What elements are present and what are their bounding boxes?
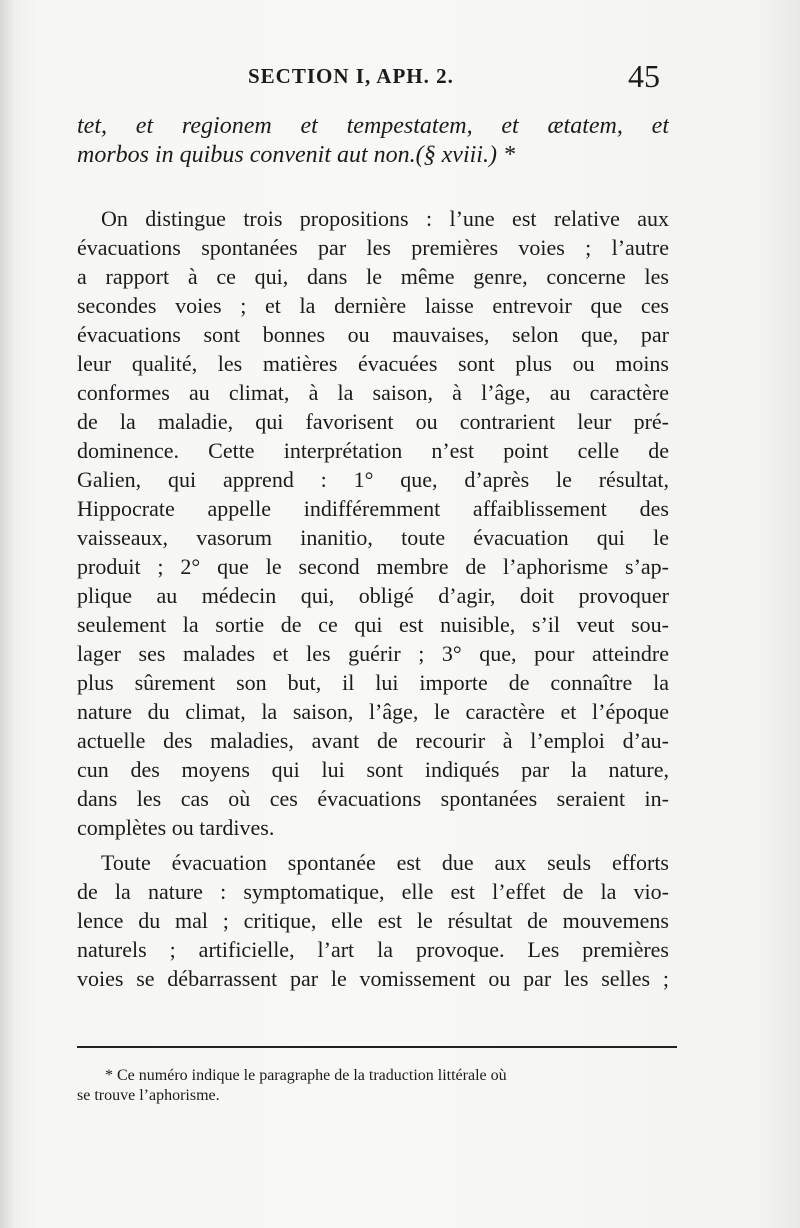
paragraph-2 [77, 848, 669, 993]
text-line: Hippocrate appelle indifféremment affaiblissement des [77, 496, 669, 521]
text-line: nature du climat, la saison, l’âge, le caractère et l’époque [77, 699, 669, 724]
text-line: voies se débarrassent par le vomissement ou par les selles ; [77, 966, 669, 991]
text-line: lager ses malades et les guérir ; 3° que, pour atteindre [77, 641, 669, 666]
paragraph-1 [77, 204, 669, 842]
text-line: a rapport à ce qui, dans le même genre, concerne les [77, 264, 669, 289]
latin-line: morbos in quibus convenit aut non.(§ xviii.) * [77, 142, 515, 168]
text-line: naturels ; artificielle, l’art la provoque. Les premières [77, 937, 669, 962]
footnote [77, 1066, 677, 1106]
page-edge-shadow [0, 0, 14, 1228]
text-line: produit ; 2° que le second membre de l’aphorisme s’ap- [77, 554, 669, 579]
text-line: évacuations spontanées par les premières voies ; l’autre [77, 235, 669, 260]
text-line: vaisseaux, vasorum inanitio, toute évacuation qui le [77, 525, 669, 550]
text-line: de la nature : symptomatique, elle est l’effet de la vio- [77, 879, 669, 904]
text-line: Toute évacuation spontanée est due aux seuls efforts [101, 850, 669, 875]
text-line: seulement la sortie de ce qui est nuisible, s’il veut sou- [77, 612, 669, 637]
text-line: actuelle des maladies, avant de recourir à l’emploi d’au- [77, 728, 669, 753]
text-line: secondes voies ; et la dernière laisse entrevoir que ces [77, 293, 669, 318]
text-line: leur qualité, les matières évacuées sont plus ou moins [77, 351, 669, 376]
footnote-line: * Ce numéro indique le paragraphe de la traduction littérale où [105, 1067, 507, 1084]
text-line: lence du mal ; critique, elle est le résultat de mouvemens [77, 908, 669, 933]
text-line: dans les cas où ces évacuations spontanées seraient in- [77, 786, 669, 811]
text-line: plique au médecin qui, obligé d’agir, doit provoquer [77, 583, 669, 608]
text-line: conformes au climat, à la saison, à l’âge, au caractère [77, 380, 669, 405]
text-line: évacuations sont bonnes ou mauvaises, selon que, par [77, 322, 669, 347]
text-line: de la maladie, qui favorisent ou contrarient leur pré- [77, 409, 669, 434]
footnote-rule [77, 1046, 677, 1048]
text-line: dominence. Cette interprétation n’est point celle de [77, 438, 669, 463]
latin-aphorism [77, 112, 669, 170]
text-line: cun des moyens qui lui sont indiqués par la nature, [77, 757, 669, 782]
footnote-line: se trouve l’aphorisme. [77, 1087, 220, 1104]
text-line: plus sûrement son but, il lui importe de connaître la [77, 670, 669, 695]
main-text [77, 112, 669, 993]
text-line: Galien, qui apprend : 1° que, d’après le résultat, [77, 467, 669, 492]
running-head: SECTION I, APH. 2. [248, 64, 454, 88]
text-line: complètes ou tardives. [77, 815, 275, 840]
latin-line: tet, et regionem et tempestatem, et ætatem, et [77, 113, 669, 139]
text-line: On distingue trois propositions : l’une est relative aux [101, 206, 669, 231]
page-header [0, 58, 800, 98]
page-number: 45 [628, 58, 660, 94]
